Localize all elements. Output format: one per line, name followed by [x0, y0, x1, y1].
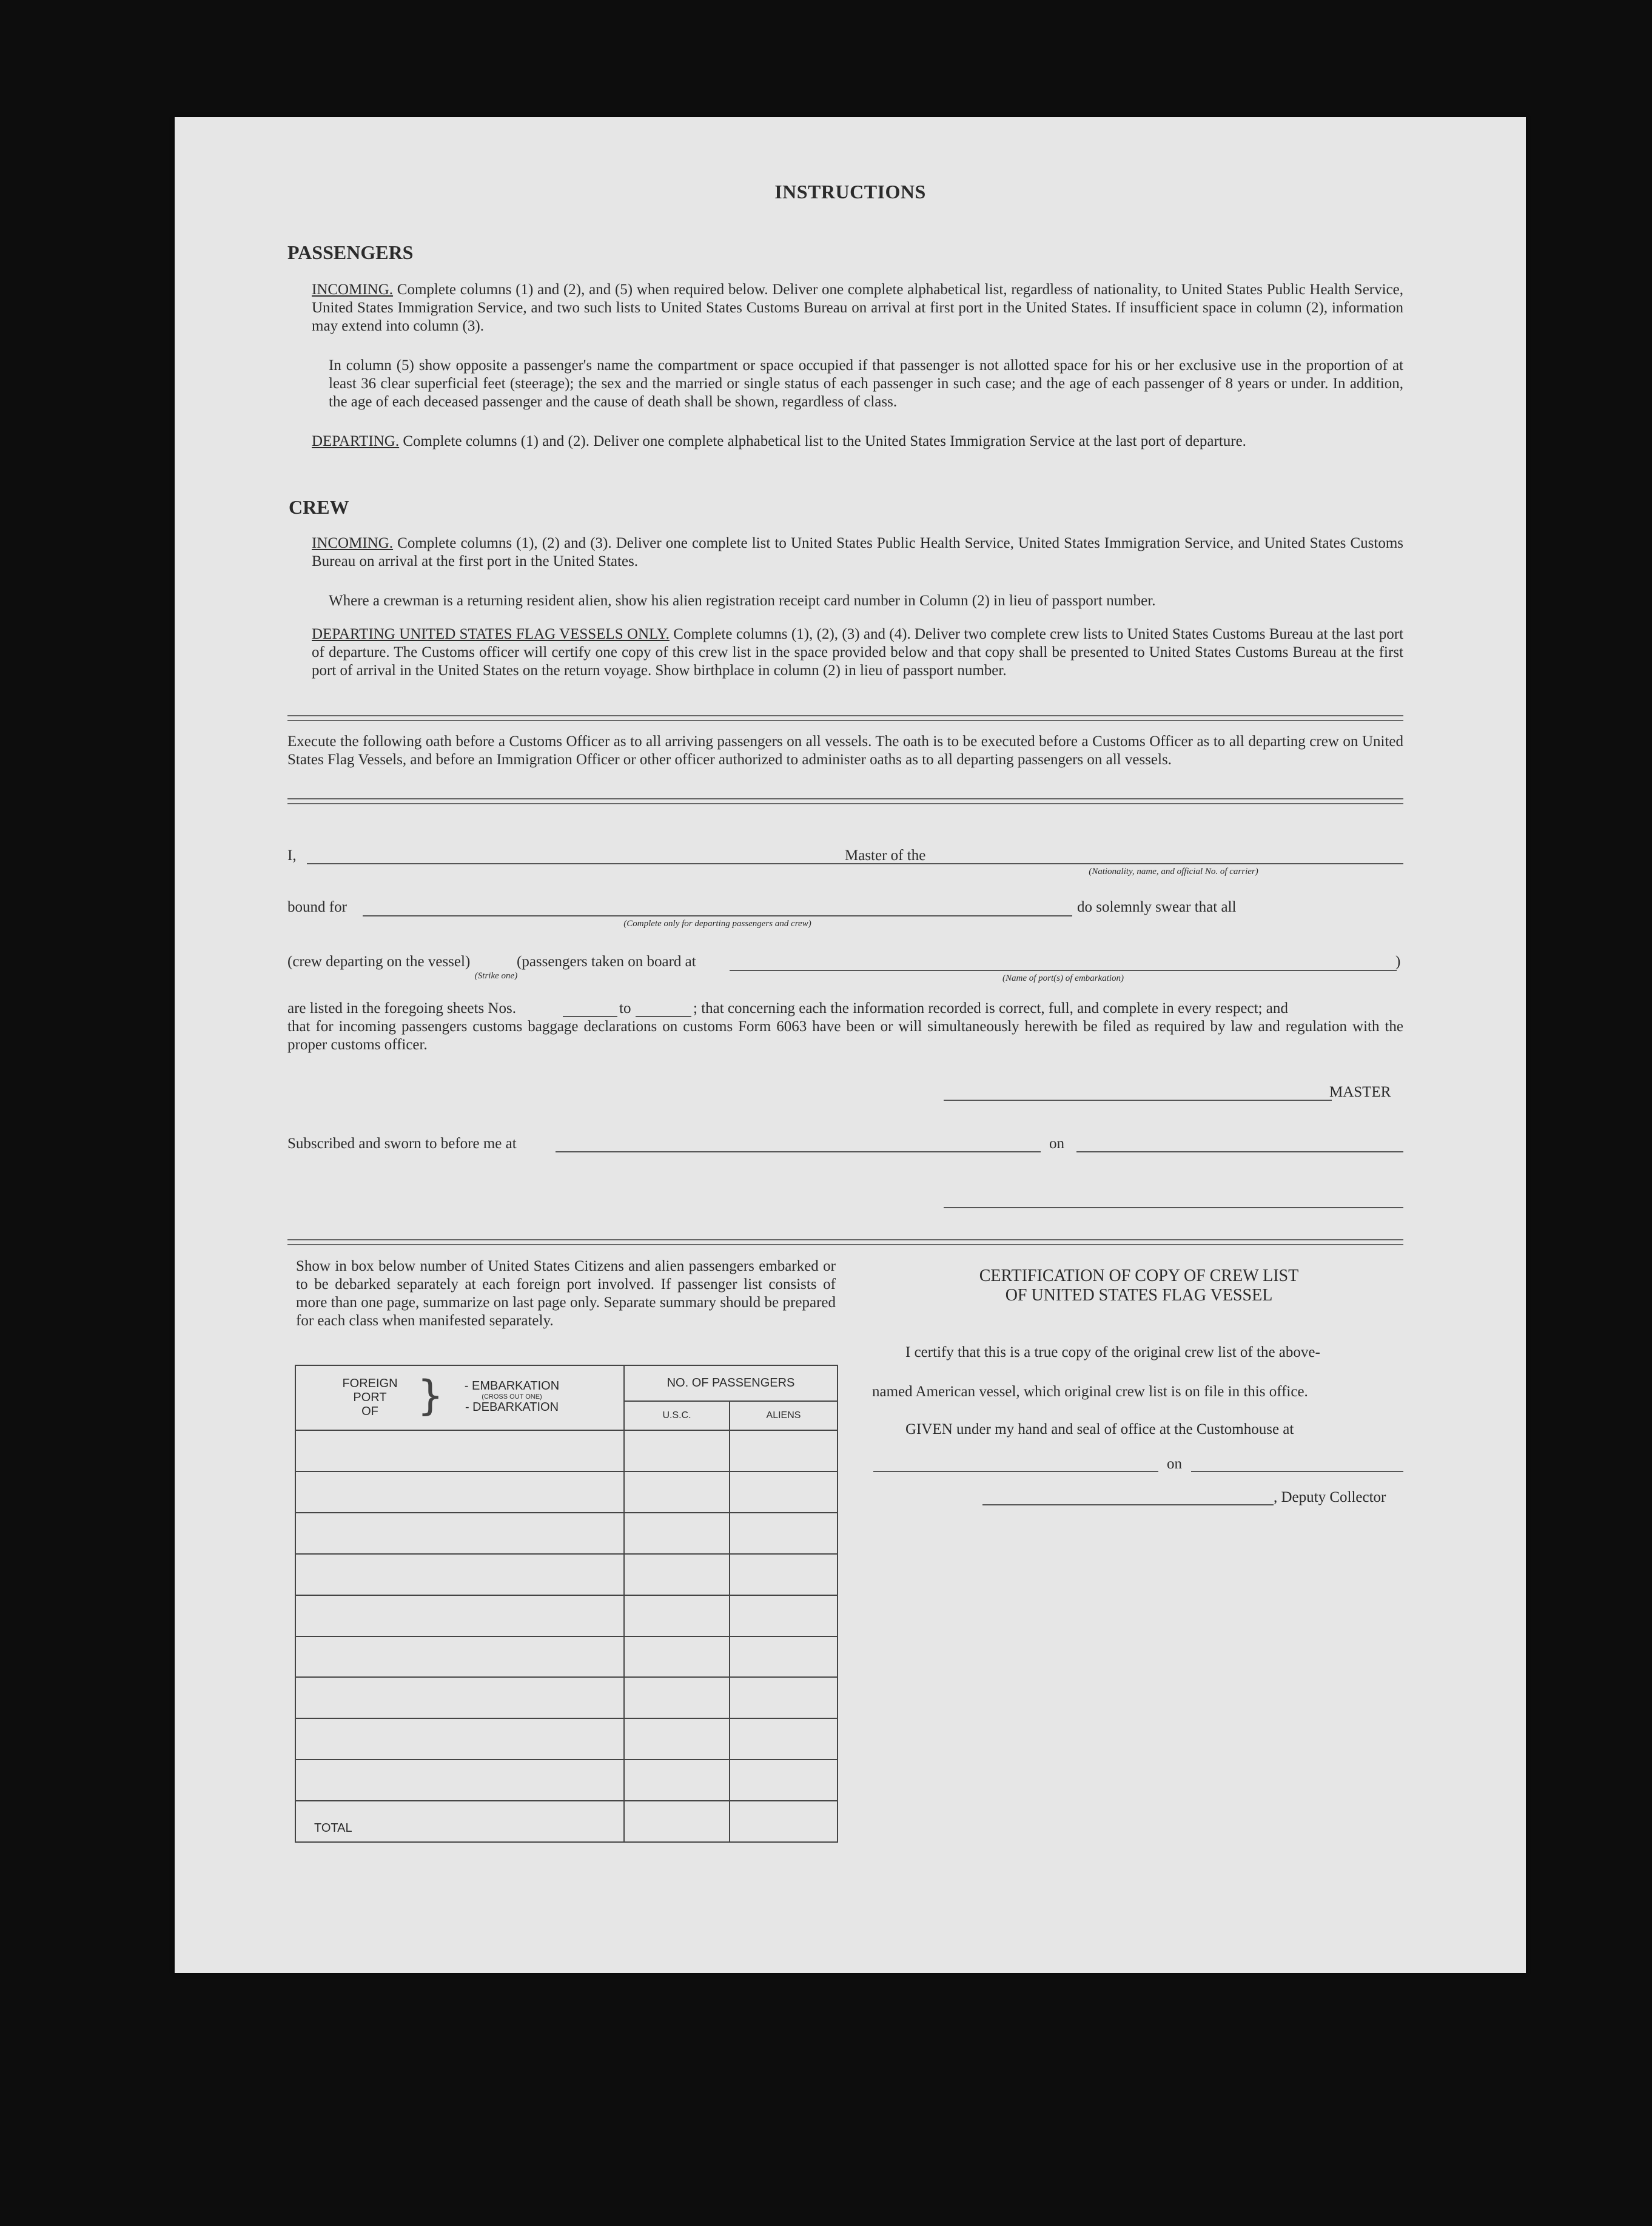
listed-text-2: ; that concerning each the information recorded is correct, full, and complete in every respect; and: [693, 1000, 1288, 1017]
crew-departing-paragraph: [312, 625, 1403, 680]
port-cell[interactable]: [295, 1718, 624, 1760]
summary-instructions: Show in box below number of United States Citizens and alien passengers embarked or to be debarked separately at each foreign port involved. If passenger list consists of more than one page, summarize on last page only. Separate summary should be prepared for each class when manifested separately.: [296, 1258, 836, 1329]
debarkation-label: - DEBARKATION: [465, 1400, 559, 1414]
close-paren: ): [1395, 953, 1401, 970]
table-row: [295, 1677, 838, 1718]
sworn-date-field[interactable]: [1076, 1151, 1403, 1152]
passengers-taken-option[interactable]: (passengers taken on board at: [517, 953, 696, 970]
crew-heading: CREW: [289, 496, 349, 518]
usc-cell[interactable]: [624, 1718, 730, 1760]
usc-cell[interactable]: [624, 1595, 730, 1636]
port-cell[interactable]: [295, 1554, 624, 1595]
table-row: [295, 1513, 838, 1554]
port-label: PORT: [353, 1391, 387, 1404]
passengers-departing-paragraph: [312, 432, 1403, 451]
port-cell[interactable]: [295, 1760, 624, 1801]
bound-for-label: bound for: [287, 899, 347, 915]
embarkation-ports-field[interactable]: [730, 970, 1397, 971]
aliens-cell[interactable]: [730, 1513, 838, 1554]
aliens-cell[interactable]: [730, 1430, 838, 1471]
double-rule-3: [287, 1239, 1403, 1245]
carrier-field[interactable]: [944, 863, 1403, 864]
usc-cell[interactable]: [624, 1760, 730, 1801]
port-cell[interactable]: [295, 1595, 624, 1636]
table-row: [295, 1760, 838, 1801]
usc-header: U.S.C.: [624, 1401, 730, 1430]
crew-resident-paragraph: Where a crewman is a returning resident alien, show his alien registration receipt card number in Column (2) in lieu of passport number.: [329, 593, 1156, 609]
total-label: TOTAL: [295, 1801, 624, 1842]
bound-caption: (Complete only for departing passengers and crew): [623, 919, 811, 929]
table-row: [295, 1554, 838, 1595]
cross-out-label: (CROSS OUT ONE): [482, 1393, 542, 1400]
deputy-collector-label: , Deputy Collector: [1274, 1489, 1386, 1505]
port-cell[interactable]: [295, 1636, 624, 1678]
master-of-label: Master of the: [845, 847, 926, 864]
passengers-incoming-paragraph: [312, 281, 1403, 335]
usc-cell[interactable]: [624, 1471, 730, 1513]
oath-intro: Execute the following oath before a Customs Officer as to all arriving passengers on all vessels. The oath is to be executed before a Customs Officer as to all departing crew on United States Flag Vessels, and before an Immigration Officer or other officer authorized to administer oaths as to all departing passengers on all vessels.: [287, 733, 1403, 768]
crew-incoming-paragraph: [312, 534, 1403, 571]
embarkation-label: - EMBARKATION: [464, 1379, 560, 1393]
certification-title-line-1: CERTIFICATION OF COPY OF CREW LIST: [979, 1266, 1299, 1285]
passengers-heading: PASSENGERS: [287, 241, 414, 263]
passenger-summary-table: [295, 1365, 838, 1843]
usc-cell[interactable]: [624, 1554, 730, 1595]
table-row: [295, 1595, 838, 1636]
listed-text-3: that for incoming passengers customs baggage declarations on customs Form 6063 have been or will simultaneously herewith be filed as required by law and regulation with the proper customs officer.: [287, 1018, 1403, 1053]
aliens-header: ALIENS: [730, 1401, 838, 1430]
total-usc-cell[interactable]: [624, 1801, 730, 1842]
of-label: OF: [361, 1405, 378, 1418]
aliens-cell[interactable]: [730, 1554, 838, 1595]
crew-incoming-text: Complete columns (1), (2) and (3). Deliver one complete list to United States Public Health Service, United States Immigration Service, and United States Customs Bureau on arrival at the first port in the United States.: [312, 535, 1404, 570]
certification-line-3: GIVEN under my hand and seal of office at the Customhouse at: [905, 1421, 1294, 1437]
table-row: [295, 1430, 838, 1471]
listed-text-1: are listed in the foregoing sheets Nos.: [287, 1000, 516, 1017]
certification-date-field[interactable]: [1191, 1471, 1403, 1472]
ports-caption: (Name of port(s) of embarkation): [1002, 973, 1124, 983]
total-aliens-cell[interactable]: [730, 1801, 838, 1842]
certification-on-label: on: [1167, 1456, 1182, 1472]
passengers-column5-paragraph: In column (5) show opposite a passenger's name the compartment or space occupied if that passenger is not allotted space for his or her exclusive use in the proportion of at least 36 clear superficial feet (steerage); the sex and the married or single status of each passenger in such case; and the age of each passenger of 8 years or under. In addition, the age of each deceased passenger and the cause of death shall be shown, regardless of class.: [329, 357, 1403, 410]
sworn-on-label: on: [1049, 1135, 1064, 1152]
foreign-port-header: [295, 1365, 624, 1430]
passengers-incoming-label: INCOMING.: [312, 281, 394, 298]
sworn-location-field[interactable]: [556, 1151, 1041, 1152]
no-of-passengers-header: NO. OF PASSENGERS: [624, 1365, 838, 1401]
page-title: INSTRUCTIONS: [774, 181, 926, 203]
crew-departing-option[interactable]: (crew departing on the vessel): [287, 953, 471, 970]
master-label: MASTER: [1329, 1084, 1391, 1100]
oath-i-label: I,: [287, 847, 297, 864]
double-rule-1: [287, 715, 1403, 721]
table-row: [295, 1471, 838, 1513]
port-cell[interactable]: [295, 1513, 624, 1554]
certification-line-2: named American vessel, which original crew list is on file in this office.: [872, 1384, 1308, 1400]
aliens-cell[interactable]: [730, 1636, 838, 1678]
passengers-departing-label: DEPARTING.: [312, 433, 400, 449]
certification-title: [872, 1266, 1406, 1305]
aliens-cell[interactable]: [730, 1718, 838, 1760]
listed-to-label: to: [619, 1000, 631, 1017]
subscribed-label: Subscribed and sworn to before me at: [287, 1135, 517, 1152]
strike-one-caption: (Strike one): [474, 971, 518, 981]
certification-line-1: I certify that this is a true copy of the original crew list of the above-: [905, 1344, 1320, 1360]
customhouse-field[interactable]: [873, 1471, 1158, 1472]
port-cell[interactable]: [295, 1677, 624, 1718]
crew-incoming-label: INCOMING.: [312, 535, 394, 551]
aliens-cell[interactable]: [730, 1595, 838, 1636]
master-signature-field[interactable]: [944, 1100, 1332, 1101]
brace-icon: }: [417, 1372, 444, 1420]
passengers-departing-text: Complete columns (1) and (2). Deliver one complete alphabetical list to the United States Immigration Service at the last port of departure.: [403, 433, 1246, 449]
foreign-label: FOREIGN: [342, 1377, 398, 1390]
nationality-caption: (Nationality, name, and official No. of carrier): [1089, 867, 1258, 876]
certification-title-line-2: OF UNITED STATES FLAG VESSEL: [1005, 1286, 1273, 1305]
double-rule-2: [287, 798, 1403, 804]
port-cell[interactable]: [295, 1471, 624, 1513]
sheet-to-field[interactable]: [636, 1016, 691, 1017]
form-sheet: [175, 117, 1526, 1973]
deputy-collector-signature-field[interactable]: [982, 1504, 1274, 1505]
officer-signature-field[interactable]: [944, 1207, 1403, 1208]
sheet-from-field[interactable]: [563, 1016, 617, 1017]
usc-cell[interactable]: [624, 1636, 730, 1678]
crew-departing-text: Complete columns (1), (2), (3) and (4). Deliver two complete crew lists to United States Customs Bureau at the last port of departure. The Customs officer will certify one copy of this crew list in the space provided below and that copy shall be presented to United States Customs Bureau at the first port of arrival in the United States on the return voyage. Show birthplace in column (2) in lieu of passport number.: [312, 626, 1404, 679]
aliens-cell[interactable]: [730, 1471, 838, 1513]
aliens-cell[interactable]: [730, 1677, 838, 1718]
usc-cell[interactable]: [624, 1677, 730, 1718]
port-cell[interactable]: [295, 1430, 624, 1471]
passengers-incoming-text: Complete columns (1) and (2), and (5) when required below. Deliver one complete alphabetical list, regardless of nationality, to United States Public Health Service, United States Immigration Service, and two such lists to United States Customs Bureau on arrival at first port in the United States. If insufficient space in column (2), information may extend into column (3).: [312, 281, 1404, 334]
crew-departing-label: DEPARTING UNITED STATES FLAG VESSELS ONLY.: [312, 626, 670, 642]
usc-cell[interactable]: [624, 1513, 730, 1554]
aliens-cell[interactable]: [730, 1760, 838, 1801]
usc-cell[interactable]: [624, 1430, 730, 1471]
bound-for-field[interactable]: [363, 915, 1072, 916]
table-row: [295, 1718, 838, 1760]
total-row: [295, 1801, 838, 1842]
table-row: [295, 1636, 838, 1678]
swear-label: do solemnly swear that all: [1077, 899, 1237, 915]
